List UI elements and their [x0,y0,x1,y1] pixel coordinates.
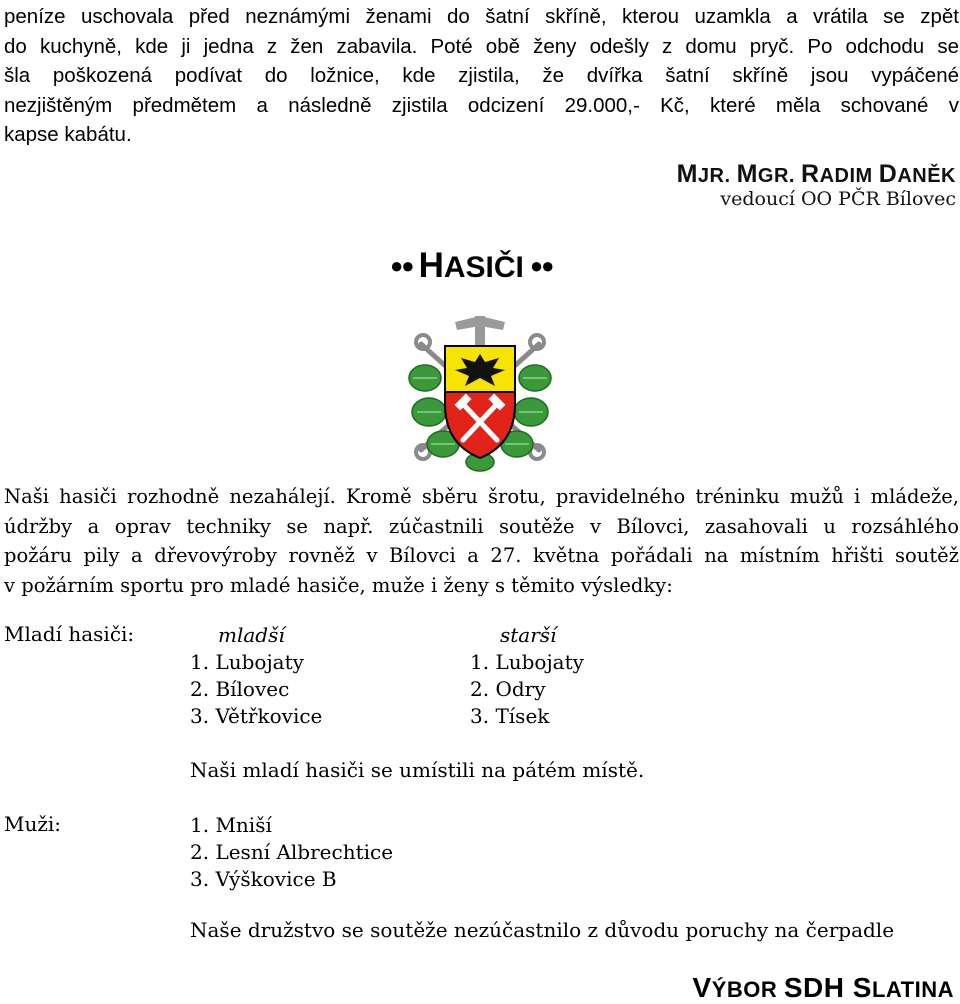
result-item: 3. Větřkovice [190,704,323,728]
result-item: 3. Tísek [470,704,550,728]
report-paragraph [4,482,959,600]
intro-line: nezjištěným předmětem a následně zjistila odcizení 29.000,- Kč, které měla schované v [4,93,959,117]
result-item: 1. Lubojaty [190,650,304,674]
intro-line: kapse kabátu. [4,123,132,146]
result-item: 2. Bílovec [190,677,290,701]
bullet-icon: ●● [390,253,413,278]
young-firefighters-label: Mladí hasiči: [4,622,135,646]
younger-results [190,622,322,730]
signature-name: MJR. MGR. RADIM DANĚK [676,160,956,188]
intro-paragraph [4,2,959,150]
report-line: v požárním sportu pro mladé hasiče, muže i ženy s těmito výsledky: [4,573,673,597]
young-note: Naši mladí hasiči se umístili na pátém místě. [190,758,645,782]
men-results [190,812,393,893]
report-line: údržby a oprav techniky se např. zúčastnili soutěže v Bílovci, zasahovali u rozsáhlého [4,514,959,538]
older-results [470,622,584,730]
signature-role: vedoucí OO PČR Bílovec [720,188,956,210]
result-item: 1. Lubojaty [470,650,584,674]
result-item: 3. Výškovice B [190,867,337,891]
intro-line: peníze uschovala před neznámými ženami do šatní skříně, kterou uzamkla a vrátila se zpět [4,5,959,28]
report-line: Naši hasiči rozhodně nezahálejí. Kromě sběru šrotu, pravidelného tréninku mužů i mládeže, [4,485,959,508]
fire-brigade-emblem-icon [399,312,561,472]
footer-signature: VÝBOR SDH SLATINA [692,972,954,1003]
result-item: 2. Lesní Albrechtice [190,840,394,864]
result-item: 2. Odry [470,677,546,701]
section-heading [390,246,552,286]
result-item: 1. Mniší [190,813,272,837]
older-heading: starší [500,623,557,647]
section-title: HASIČI [418,246,524,285]
intro-line: šla poškozená podívat do ložnice, kde zjistila, že dvířka šatní skříně jsou vypáčené [4,64,959,87]
intro-line: do kuchyně, kde ji jedna z žen zabavila. Poté obě ženy odešly z domu pryč. Po odchodu se [4,34,959,58]
report-line: požáru pily a dřevovýroby rovněž v Bílovci a 27. května pořádali na místním hřišti soutěž [4,544,959,567]
men-label: Muži: [4,812,62,836]
younger-heading: mladší [218,623,285,647]
men-note: Naše družstvo se soutěže nezúčastnilo z důvodu poruchy na čerpadle [190,918,895,942]
bullet-icon: ●● [529,253,553,278]
